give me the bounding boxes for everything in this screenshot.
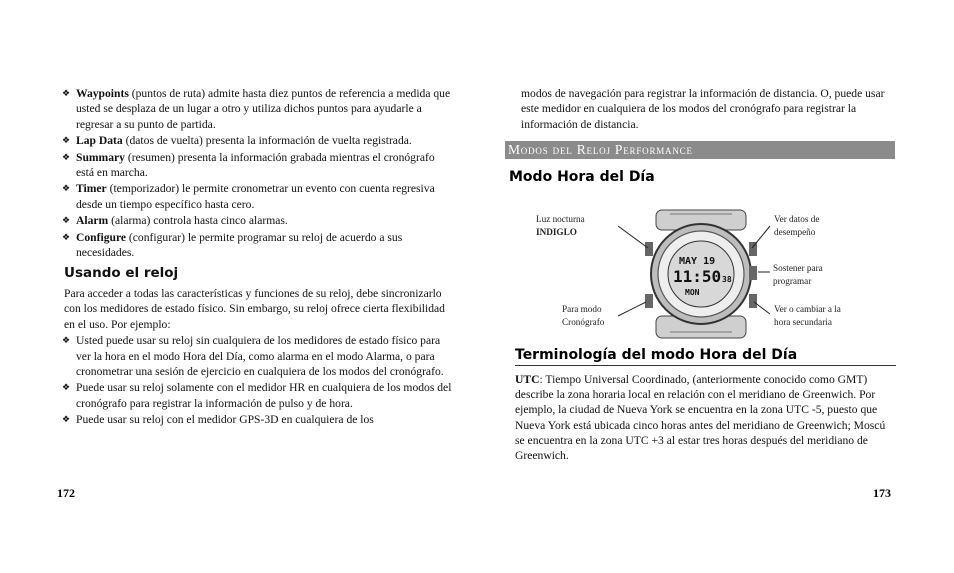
label-text: programar (773, 276, 812, 286)
example-item (62, 412, 454, 427)
desc-configure: (configurar) le permite programar su reloj de acuerdo a sus necesidades. (76, 230, 403, 260)
bullet-waypoints (62, 86, 454, 132)
term-utc: UTC (515, 373, 540, 386)
heading-usando-el-reloj: Usando el reloj (64, 265, 179, 282)
label-text: Luz nocturna (536, 214, 585, 224)
label-sostener (773, 262, 823, 288)
bullet-lap-data (62, 133, 454, 148)
desc-summary: (resumen) presenta la información grabada mientras el cronógrafo está en marcha. (76, 150, 435, 180)
section-bar-title: Modos del Reloj Performance (508, 142, 693, 157)
section-bar-modos-del-reloj (505, 141, 895, 159)
bullet-star-icon: ❖ (62, 151, 71, 162)
label-text: hora secundaria (774, 317, 832, 327)
heading-terminologia: Terminología del modo Hora del Día (515, 347, 896, 366)
example-text: Puede usar su reloj solamente con el medidor HR en cualquiera de los modos del cronógrafo para registrar la información de pulso y de hora. (76, 381, 452, 410)
bullet-star-icon: ❖ (62, 183, 71, 194)
term-timer: Timer (76, 182, 107, 196)
intro-paragraph: Para acceder a todas las características y funciones de su reloj, debe sincronizarlo con los medidores de estado físico. Sin embargo, su reloj ofrece cierta flexibilidad en el uso. Por ejemplo: (64, 286, 445, 331)
page-number-right: 173 (873, 486, 891, 500)
desc-timer: (temporizador) le permite cronometrar un evento con cuenta regresiva desde un tiempo específico hasta cero. (76, 182, 435, 211)
left-page-column (62, 86, 454, 429)
label-text: Ver o cambiar a la (774, 304, 841, 314)
example-text: Puede usar su reloj con el medidor GPS-3D en cualquiera de los (76, 413, 374, 427)
label-text: Cronógrafo (562, 317, 605, 327)
display-date: MAY 19 (679, 256, 716, 267)
display-seconds: 38 (722, 275, 732, 284)
bullet-configure (62, 230, 454, 261)
heading-modo-hora-del-dia: Modo Hora del Día (509, 169, 655, 185)
bullet-timer (62, 181, 454, 212)
continuation-paragraph: modos de navegación para registrar la información de distancia. O, puede usar este medidor en cualquiera de los modos del cronógrafo para registrar la información de distancia. (521, 87, 885, 131)
label-text: desempeño (774, 227, 816, 237)
utc-text: : Tiempo Universal Coordinado, (anteriormente conocido como GMT) describe la zona horaria local en relación con el meridiano de Greenwich. Por ejemplo, la ciudad de Nueva York se encuentra en la zona UTC -5, puesto que Nueva York está ubicada cinco horas antes del meridiano de Greenwich; Moscú se encuentra en la zona UTC +3 al estar tres horas después del meridiano de Greenwich. (515, 373, 886, 463)
term-lap-data: Lap Data (76, 134, 123, 148)
label-luz-nocturna (536, 213, 585, 239)
label-text: Sostener para (773, 263, 823, 273)
desc-waypoints: (puntos de ruta) admite hasta diez puntos de referencia a medida que usted se desplaza de un lugar a otro y utiliza dichos puntos para ayudarle a regresar a su punto de partida. (76, 87, 451, 131)
bullet-star-icon: ❖ (62, 414, 71, 425)
label-text: Ver datos de (774, 214, 820, 224)
label-para-modo (562, 303, 604, 329)
example-item (62, 333, 454, 379)
utc-paragraph (515, 372, 897, 463)
display-time: 11:50 (673, 267, 722, 286)
label-ver-datos (774, 213, 819, 239)
label-indiglo: INDIGLO (536, 227, 577, 237)
term-summary: Summary (76, 150, 125, 164)
term-alarm: Alarm (76, 214, 109, 228)
label-hora-secundaria (774, 303, 841, 329)
bullet-summary (62, 150, 454, 181)
display-day: MON (685, 288, 700, 297)
label-text: Para modo (562, 304, 602, 314)
example-text: Usted puede usar su reloj sin cualquiera de los medidores de estado físico para ver la hora en el modo Hora del Día, como alarma en el modo Alarma, o para cronometrar una sesión de ejercicio en cualquiera de los modos del cronógrafo. (76, 334, 444, 378)
page-number-left: 172 (57, 486, 75, 500)
desc-lap-data: (datos de vuelta) presenta la información de vuelta registrada. (122, 134, 412, 148)
bullet-star-icon: ❖ (62, 335, 71, 346)
bullet-alarm (62, 213, 454, 228)
bullet-star-icon: ❖ (62, 88, 71, 98)
bullet-star-icon: ❖ (62, 135, 71, 146)
bullet-star-icon: ❖ (62, 215, 71, 226)
bullet-star-icon: ❖ (62, 231, 71, 242)
term-waypoints: Waypoints (76, 87, 129, 100)
bullet-star-icon: ❖ (62, 382, 71, 393)
example-item (62, 380, 454, 411)
term-configure: Configure (76, 230, 127, 244)
desc-alarm: (alarma) controla hasta cinco alarmas. (108, 214, 288, 228)
